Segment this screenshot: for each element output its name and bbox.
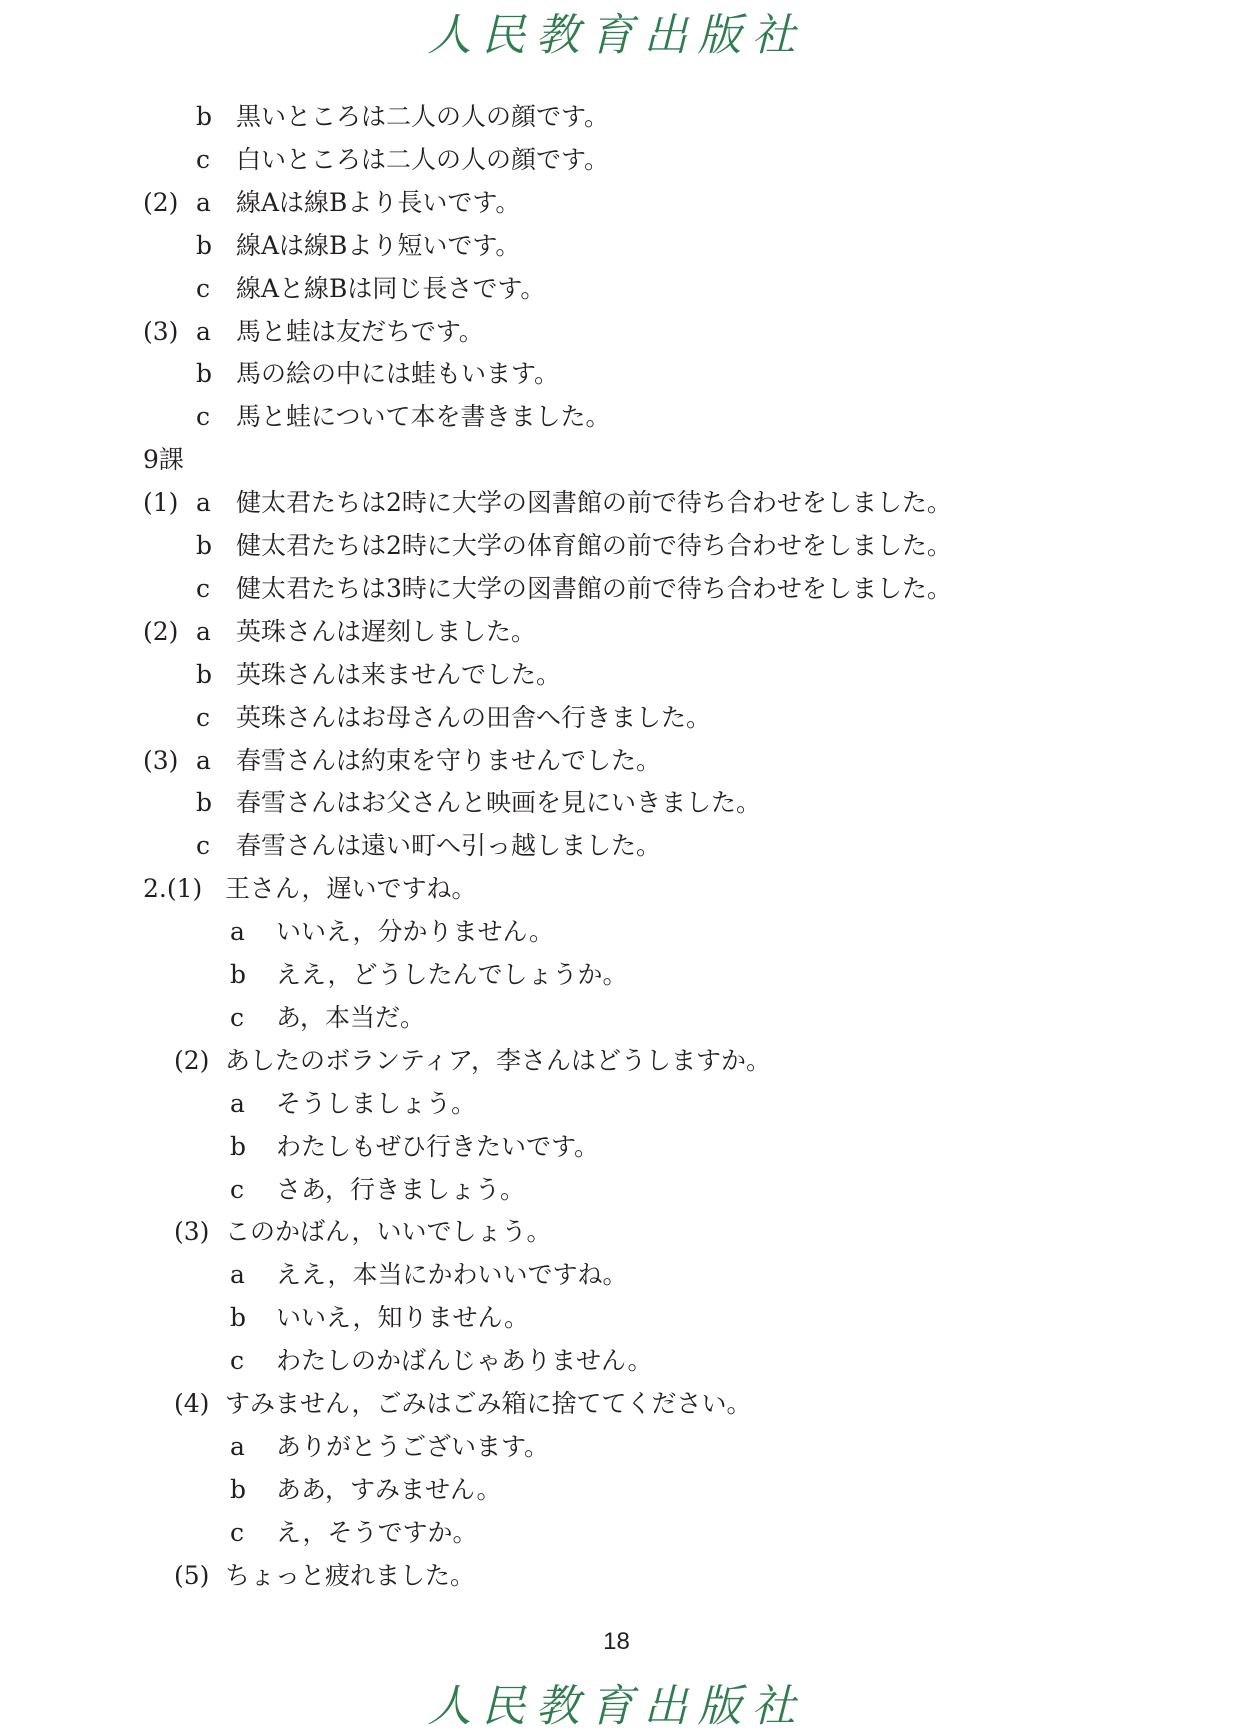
answer-text: 春雪さんはお父さんと映画を見にいきました。 [236, 788, 762, 818]
answer-text: いいえ，分かりません。 [276, 917, 555, 947]
question-number: (2) [143, 616, 179, 646]
question-number: (3) [143, 745, 179, 775]
publisher-logo-top: 人民教育出版社 [427, 10, 806, 61]
option-letter: a [230, 1088, 245, 1118]
answer-text: 馬の絵の中には蛙もいます。 [236, 359, 560, 389]
option-letter: a [196, 616, 211, 646]
question-number: 9課 [143, 445, 184, 475]
option-letter: b [196, 531, 213, 560]
option-letter: a [196, 187, 211, 217]
question-number: (3) [143, 316, 179, 346]
answer-text: ちょっと疲れました。 [225, 1560, 476, 1590]
option-letter: c [196, 144, 211, 174]
option-letter: a [196, 316, 211, 346]
answer-text: ありがとうございます。 [276, 1431, 550, 1461]
answer-text: わたしのかばんじゃありません。 [276, 1346, 653, 1376]
option-letter: b [230, 1131, 247, 1161]
option-letter: c [230, 1346, 245, 1376]
option-letter: b [196, 230, 213, 260]
answer-text: ああ，すみません。 [276, 1474, 502, 1504]
answer-text: 健太君たちは2時に大学の図書館の前で待ち合わせをしました。 [236, 488, 952, 518]
option-letter: c [196, 573, 211, 603]
answer-text: 馬と蛙は友だちです。 [236, 316, 484, 346]
answer-text: ええ，どうしたんでしょうか。 [276, 960, 628, 989]
answer-text: あ，本当だ。 [276, 1002, 426, 1032]
option-letter: a [196, 488, 211, 518]
page-number: 18 [603, 1628, 630, 1655]
option-letter: c [196, 831, 211, 861]
answer-text: いいえ，知りません。 [276, 1303, 530, 1333]
publisher-logo-bottom: 人民教育出版社 [427, 1681, 806, 1732]
answer-text: 馬と蛙について本を書きました。 [236, 402, 611, 432]
option-letter: c [230, 1174, 245, 1204]
question-number: (2) [174, 1045, 210, 1075]
option-letter: a [230, 1260, 245, 1290]
answer-text: 健太君たちは2時に大学の体育館の前で待ち合わせをしました。 [236, 531, 952, 560]
answer-text: 英珠さんは来ませんでした。 [236, 659, 562, 689]
answer-text: わたしもぜひ行きたいです。 [276, 1131, 600, 1161]
question-number: (4) [174, 1389, 210, 1418]
answer-text: え，そうですか。 [276, 1517, 478, 1547]
option-letter: a [230, 917, 245, 947]
option-letter: c [196, 402, 211, 432]
answer-text: 英珠さんは遅刻しました。 [236, 616, 537, 646]
answer-text: すみません，ごみはごみ箱に捨ててください。 [225, 1389, 752, 1418]
answer-text: 英珠さんはお母さんの田舎へ行きました。 [236, 702, 712, 732]
answer-text: 白いところは二人の人の顔です。 [236, 144, 610, 174]
option-letter: c [230, 1517, 245, 1547]
answer-text: 健太君たちは3時に大学の図書館の前で待ち合わせをしました。 [236, 573, 952, 603]
option-letter: b [230, 1303, 247, 1333]
answer-text: さあ，行きましょう。 [276, 1174, 526, 1204]
answer-text: 線Aと線Bは同じ長さです。 [236, 273, 546, 303]
answer-text: あしたのボランティア，李さんはどうしますか。 [225, 1045, 772, 1075]
answer-text: 王さん，遅いですね。 [225, 874, 477, 904]
answer-text: 春雪さんは約束を守りませんでした。 [236, 745, 662, 775]
option-letter: b [196, 359, 213, 389]
option-letter: b [196, 102, 213, 131]
option-letter: a [230, 1431, 245, 1461]
answer-text: このかばん，いいでしょう。 [225, 1217, 552, 1247]
option-letter: a [196, 745, 211, 775]
option-letter: b [196, 659, 213, 689]
answer-text: 線Aは線Bより短いです。 [236, 230, 521, 260]
answer-text: 黒いところは二人の人の顔です。 [236, 102, 610, 131]
option-letter: b [196, 788, 213, 818]
option-letter: c [230, 1002, 245, 1032]
option-letter: c [196, 273, 211, 303]
question-number: (5) [174, 1560, 210, 1590]
answer-text: 線Aは線Bより長いです。 [236, 187, 521, 217]
answer-text: そうしましょう。 [276, 1088, 477, 1118]
option-letter: b [230, 1474, 247, 1504]
question-number: (2) [143, 187, 179, 217]
answer-text: ええ，本当にかわいいですね。 [276, 1260, 628, 1290]
question-number: 2.(1) [143, 874, 203, 904]
option-letter: b [230, 960, 247, 989]
question-number: (3) [174, 1217, 210, 1247]
answer-text: 春雪さんは遠い町へ引っ越しました。 [236, 831, 662, 861]
option-letter: c [196, 702, 211, 732]
question-number: (1) [143, 488, 179, 518]
